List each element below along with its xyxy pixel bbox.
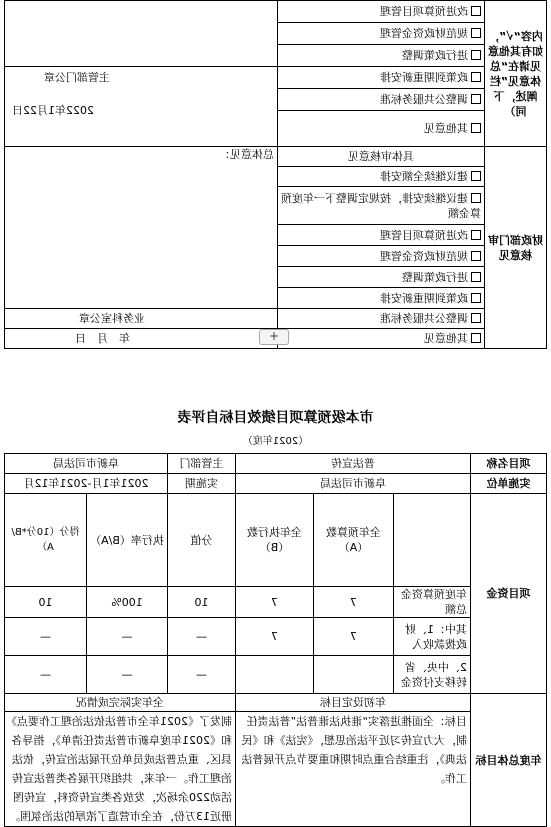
checkbox[interactable] bbox=[471, 193, 481, 203]
goal-actual-header: 全年实际完成情况 bbox=[4, 694, 235, 712]
checkbox[interactable] bbox=[471, 293, 481, 303]
funds-header-b: 全年执行数（B） bbox=[236, 494, 314, 587]
review-table bbox=[4, 0, 547, 349]
business-stamp-date: 年 月 日 bbox=[5, 329, 278, 349]
option-row: 进行政策调整 bbox=[278, 267, 485, 288]
funds-row-a: 7 bbox=[314, 587, 394, 618]
impl-period-value: 2021年1月-2021年12月 bbox=[4, 474, 167, 494]
funds-row-a: 7 bbox=[314, 618, 394, 656]
funds-header-blank bbox=[394, 494, 471, 587]
funds-header-score: 分值 bbox=[168, 494, 236, 587]
funds-row-label: 年度预算资金总额 bbox=[394, 587, 471, 618]
opinion-instruction-label: 内容“√”，如有其他意见请在“总体意见”栏阐述，下同） bbox=[485, 1, 547, 147]
option-row: 政策到期重新安排 bbox=[278, 67, 485, 89]
option-row: 政策到期重新安排 bbox=[278, 288, 485, 309]
checkbox[interactable] bbox=[471, 251, 481, 261]
option-row: 其他意见 bbox=[278, 329, 485, 349]
impl-period-label: 实施期 bbox=[168, 474, 236, 494]
checkbox[interactable] bbox=[471, 171, 481, 181]
option-row: 规范财政资金管理 bbox=[278, 23, 485, 45]
page-subtitle: （2021年度） bbox=[242, 436, 309, 447]
option-row: 改进预算项目管理 bbox=[278, 225, 485, 246]
goal-plan-header: 年初设定目标 bbox=[236, 694, 471, 712]
checkbox[interactable] bbox=[471, 272, 481, 282]
checkbox[interactable] bbox=[471, 6, 481, 16]
performance-table bbox=[4, 453, 547, 827]
funds-row-pts: — bbox=[4, 618, 86, 656]
option-row: 其他意见 bbox=[278, 111, 485, 147]
funds-row-score: 10 bbox=[168, 587, 236, 618]
goal-plan-text: 目标：全面推进落实“谁执法谁普法”普法责任制，大力宣传习近平法治思想，《宪法》和《民法典》，注重结合重点时期和重要节点开展普法工作。 bbox=[236, 712, 471, 827]
impl-unit-label: 实施单位 bbox=[471, 474, 547, 494]
option-row: 调整公共服务标准 bbox=[278, 309, 485, 329]
funds-row-pts: 10 bbox=[4, 587, 86, 618]
impl-unit-value: 阜新市司法局 bbox=[236, 474, 471, 494]
dept-value: 阜新市司法局 bbox=[4, 454, 167, 474]
checkbox[interactable] bbox=[471, 50, 481, 60]
stamp-cell bbox=[5, 67, 278, 147]
overall-opinion-label: 总体意见： bbox=[219, 148, 274, 161]
funds-header-a: 全年预算数（A） bbox=[314, 494, 394, 587]
funds-row-b: 7 bbox=[236, 618, 314, 656]
funds-row-label: 2、中央、省转移支付资金 bbox=[394, 656, 471, 694]
funds-row-label: 其中：1、财政拨款收入 bbox=[394, 618, 471, 656]
funds-row-pts: — bbox=[4, 656, 86, 694]
checkbox[interactable] bbox=[471, 28, 481, 38]
funds-row-a bbox=[314, 656, 394, 694]
checkbox[interactable] bbox=[471, 123, 481, 133]
dept-label: 主管部门 bbox=[168, 454, 236, 474]
checkbox[interactable] bbox=[471, 94, 481, 104]
page-title: 市本级预算项目绩效目标自评表 bbox=[177, 410, 374, 426]
checkbox[interactable] bbox=[471, 230, 481, 240]
funds-header-rate: 执行率（B/A） bbox=[87, 494, 168, 587]
dept-stamp-date: 2022年1月22日 bbox=[12, 104, 94, 117]
finance-review-label: 财政部门审核意见 bbox=[485, 147, 547, 349]
checkbox[interactable] bbox=[471, 313, 481, 323]
blank-cell bbox=[5, 1, 278, 67]
funds-row-score: — bbox=[168, 618, 236, 656]
option-row: 改进预算项目管理 bbox=[278, 1, 485, 23]
checkbox[interactable] bbox=[471, 333, 481, 343]
add-row-button[interactable]: + bbox=[259, 329, 289, 345]
dept-stamp-label: 主管部门公章 bbox=[44, 71, 110, 84]
business-stamp-label: 业务科室公章 bbox=[5, 309, 278, 329]
funds-row-b: 7 bbox=[236, 587, 314, 618]
checkbox[interactable] bbox=[471, 72, 481, 82]
annual-goal-label: 年度总体目标 bbox=[471, 694, 547, 827]
project-name-label: 项目名称 bbox=[471, 454, 547, 474]
funds-row-rate: — bbox=[87, 656, 168, 694]
funds-row-b bbox=[236, 656, 314, 694]
option-row: 建议继续全额安排 bbox=[278, 167, 485, 187]
funds-label: 项目资金 bbox=[471, 494, 547, 694]
funds-header-pts: 得分（10分*B/A） bbox=[4, 494, 86, 587]
project-name-value: 普法宣传 bbox=[236, 454, 471, 474]
goal-actual-text: 制发了《2021年全市普法依法治理工作要点》和《2021年度阜新市普法责任清单》，指导各县区、重点普法成员单位开展法治宣传，依法治理工作。一年来，共组织开展各类普法宣传活动220余场次，发放各类宣传资料，宣传图册近13万份，在全市营造了浓厚的法治氛围。 bbox=[4, 712, 235, 827]
option-row: 调整公共服务标准 bbox=[278, 89, 485, 111]
option-row: 规范财政资金管理 bbox=[278, 246, 485, 267]
funds-row-score: — bbox=[168, 656, 236, 694]
funds-row-rate: — bbox=[87, 618, 168, 656]
option-row: 建议继续安排，按规定调整下一年度预算金额 bbox=[278, 187, 485, 225]
funds-row-rate: 100% bbox=[87, 587, 168, 618]
specific-review-header: 具体审核意见 bbox=[278, 147, 485, 167]
option-row: 进行政策调整 bbox=[278, 45, 485, 67]
overall-opinion-cell bbox=[5, 147, 278, 309]
